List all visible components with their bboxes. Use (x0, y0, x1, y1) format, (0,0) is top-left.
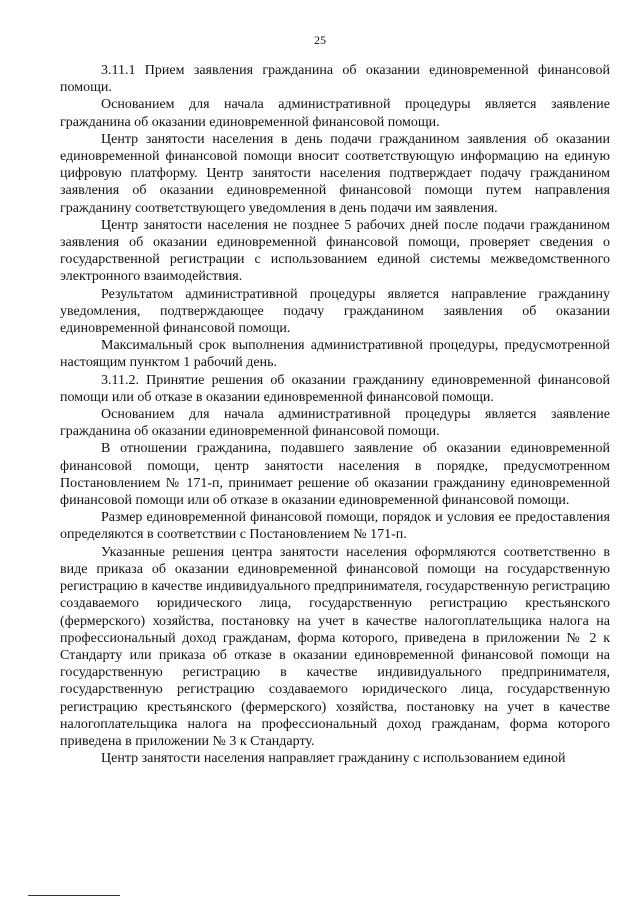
footer-rule (28, 895, 120, 896)
paragraph: Центр занятости населения не позднее 5 рабочих дней после подачи гражданином заявления об оказании единовременной финансовой помощи, проверяет сведения о государственной регистрации с использованием единой системы межведомственного электронного взаимодействия. (60, 217, 610, 285)
paragraph: Основанием для начала административной процедуры является заявление гражданина об оказании единовременной финансовой помощи. (60, 97, 610, 130)
paragraph: Максимальный срок выполнения административной процедуры, предусмотренной настоящим пунктом 1 рабочий день. (60, 338, 610, 371)
paragraph: Результатом административной процедуры является направление гражданину уведомления, подтверждающее подачу гражданином заявления об оказании единовременной финансовой помощи. (60, 286, 610, 337)
paragraph-3-11-1-heading: 3.11.1 Прием заявления гражданина об оказании единовременной финансовой помощи. (60, 63, 610, 96)
paragraph: Указанные решения центра занятости населения оформляются соответственно в виде приказа об оказании единовременной финансовой помощи на государственную регистрацию в качестве индивидуального предпринимателя, государственную регистрацию создаваемого юридического лица, государственную регистрацию крестьянского (фермерского) хозяйства, постановку на учет в качестве налогоплательщика налога на профессиональный доход гражданам, форма которого, приведена в приложении № 2 к Стандарту или приказа об отказе в оказании единовременной финансовой помощи на государственную регистрацию в качестве индивидуального предпринимателя, государственную регистрацию создаваемого юридического лица, государственную регистрацию крестьянского (фермерского) хозяйства, постановку на учет в качестве налогоплательщика налога на профессиональный доход гражданам, форма которого приведена в приложении № 3 к Стандарту. (60, 544, 610, 749)
paragraph: В отношении гражданина, подавшего заявление об оказании единовременной финансовой помощи, центр занятости населения в порядке, предусмотренном Постановлением № 171-п, принимает решение об оказании гражданину единовременной финансовой помощи или об отказе в оказании единовременной финансовой помощи. (60, 441, 610, 509)
document-body (60, 62, 610, 767)
paragraph: Центр занятости населения направляет гражданину с использованием единой (101, 751, 566, 767)
paragraph: Основанием для начала административной процедуры является заявление гражданина об оказании единовременной финансовой помощи. (60, 407, 610, 440)
paragraph-3-11-2-heading: 3.11.2. Принятие решения об оказании гражданину единовременной финансовой помощи или об отказе в оказании единовременной финансовой помощи. (60, 372, 610, 405)
paragraph: Центр занятости населения в день подачи гражданином заявления об оказании единовременной финансовой помощи вносит соответствующую информацию на единую цифровую платформу. Центр занятости населения подтверждает подачу гражданином заявления об оказании единовременной финансовой помощи путем направления гражданину соответствующего уведомления в день подачи им заявления. (60, 131, 610, 216)
page-number: 25 (314, 33, 326, 47)
paragraph: Размер единовременной финансовой помощи, порядок и условия ее предоставления определяются в соответствии с Постановлением № 171-п. (60, 510, 610, 543)
